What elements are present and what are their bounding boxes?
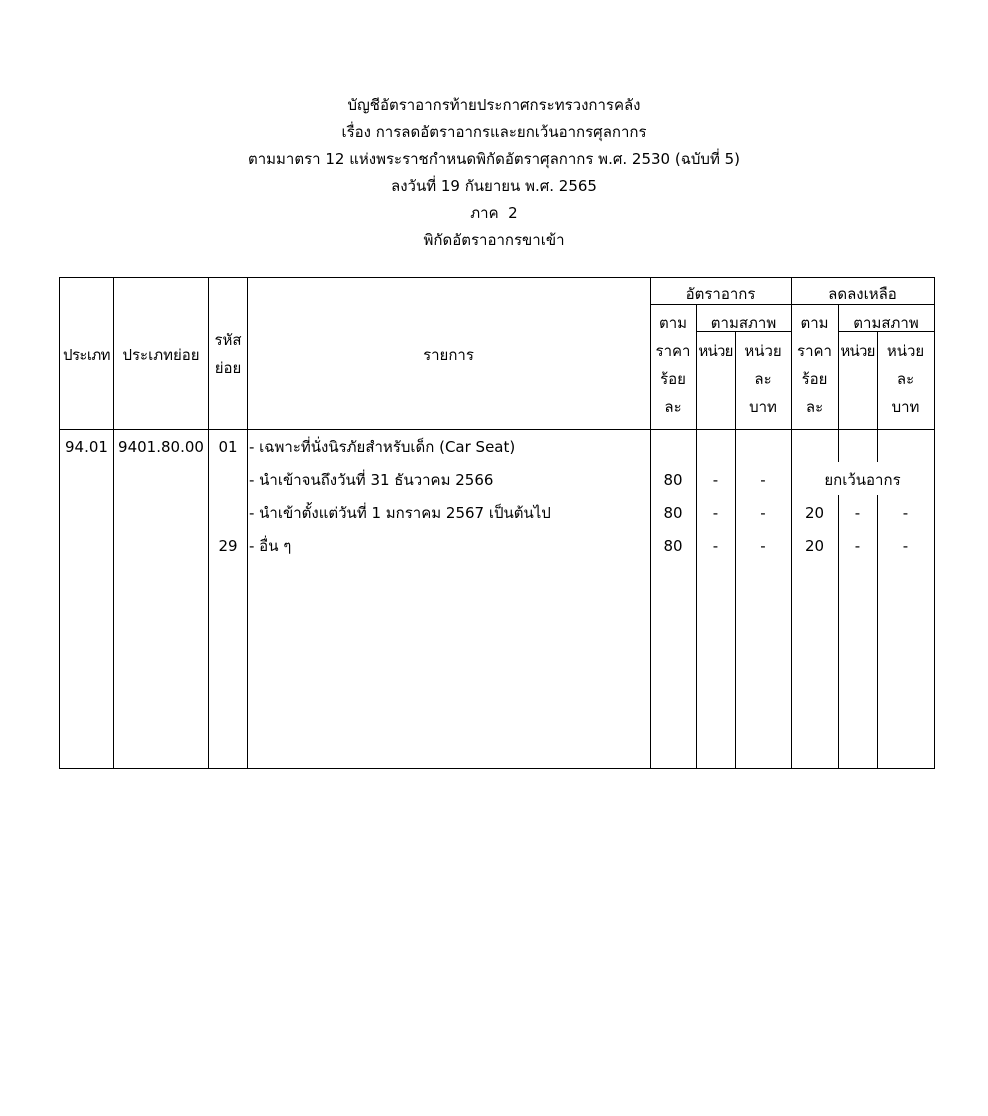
cell-code: 01 [218,438,238,456]
header-code-line2: ย่อย [214,359,242,377]
header-specific: ตามสภาพ [710,314,777,332]
cell-reduced-unit: - [854,504,861,522]
cell-reduced-adval: 20 [804,504,825,522]
header-description: รายการ [423,346,474,364]
header-unit: หน่วย [840,342,875,360]
cell-rate-baht: - [760,504,766,522]
header-adval-line4: ละ [805,398,824,416]
header-baht-line3: บาท [749,398,777,416]
header-duty-rate: อัตราอากร [685,285,756,303]
doc-title-line5: ภาค 2 [470,204,518,222]
cell-reduced-baht: - [902,537,909,555]
cell-subheading: 9401.80.00 [118,438,204,456]
cell-rate-baht: - [760,537,766,555]
tariff-table [59,277,935,769]
cell-description: - อื่น ๆ [249,537,292,555]
doc-title-line6: พิกัดอัตราอากรขาเข้า [423,231,565,249]
header-adval-line4: ละ [664,398,682,416]
header-adval-line1: ตาม [658,314,688,332]
header-adval-line2: ราคา [797,342,832,360]
cell-description: - นำเข้าจนถึงวันที่ 31 ธันวาคม 2566 [249,471,494,489]
cell-rate-unit: - [712,537,719,555]
header-baht-line2: ละ [754,370,772,388]
doc-title-line4: ลงวันที่ 19 กันยายน พ.ศ. 2565 [391,177,597,195]
header-adval-line1: ตาม [800,314,829,332]
header-unit: หน่วย [698,342,733,360]
header-adval-line3: ร้อย [660,370,686,388]
header-baht-line1: หน่วย [744,342,782,360]
header-heading: ประเภท [63,346,110,364]
cell-reduced-unit: - [854,537,861,555]
header-code-line1: รหัส [214,331,242,349]
cell-heading: 94.01 [65,438,108,456]
doc-title-line1: บัญชีอัตราอากรท้ายประกาศกระทรวงการคลัง [347,96,641,114]
header-baht-line1: หน่วย [886,342,925,360]
cell-rate-unit: - [712,471,719,489]
header-specific: ตามสภาพ [853,314,919,332]
cell-rate-adval: 80 [663,471,683,489]
cell-reduced-adval: 20 [804,537,825,555]
cell-rate-baht: - [760,471,766,489]
row-divider [650,304,934,305]
header-subheading: ประเภทย่อย [122,346,200,364]
header-adval-line3: ร้อย [801,370,828,388]
cell-code: 29 [218,537,238,555]
cell-rate-unit: - [712,504,719,522]
header-baht-line2: ละ [896,370,915,388]
cell-rate-adval: 80 [663,537,683,555]
header-bottom-line [59,429,935,430]
doc-title-line3: ตามมาตรา 12 แห่งพระราชกำหนดพิกัดอัตราศุลกากร พ.ศ. 2530 (ฉบับที่ 5) [247,150,741,168]
cell-description: - เฉพาะที่นั่งนิรภัยสำหรับเด็ก (Car Seat) [249,438,516,456]
header-baht-line3: บาท [891,398,920,416]
cell-rate-adval: 80 [663,504,683,522]
cell-description: - นำเข้าตั้งแต่วันที่ 1 มกราคม 2567 เป็นต้นไป [249,504,551,522]
header-reduced-to: ลดลงเหลือ [828,285,897,303]
doc-title-line2: เรื่อง การลดอัตราอากรและยกเว้นอากรศุลกากร [341,123,647,141]
cell-exemption: ยกเว้นอากร [824,471,901,489]
cell-reduced-baht: - [902,504,909,522]
header-adval-line2: ราคา [655,342,691,360]
